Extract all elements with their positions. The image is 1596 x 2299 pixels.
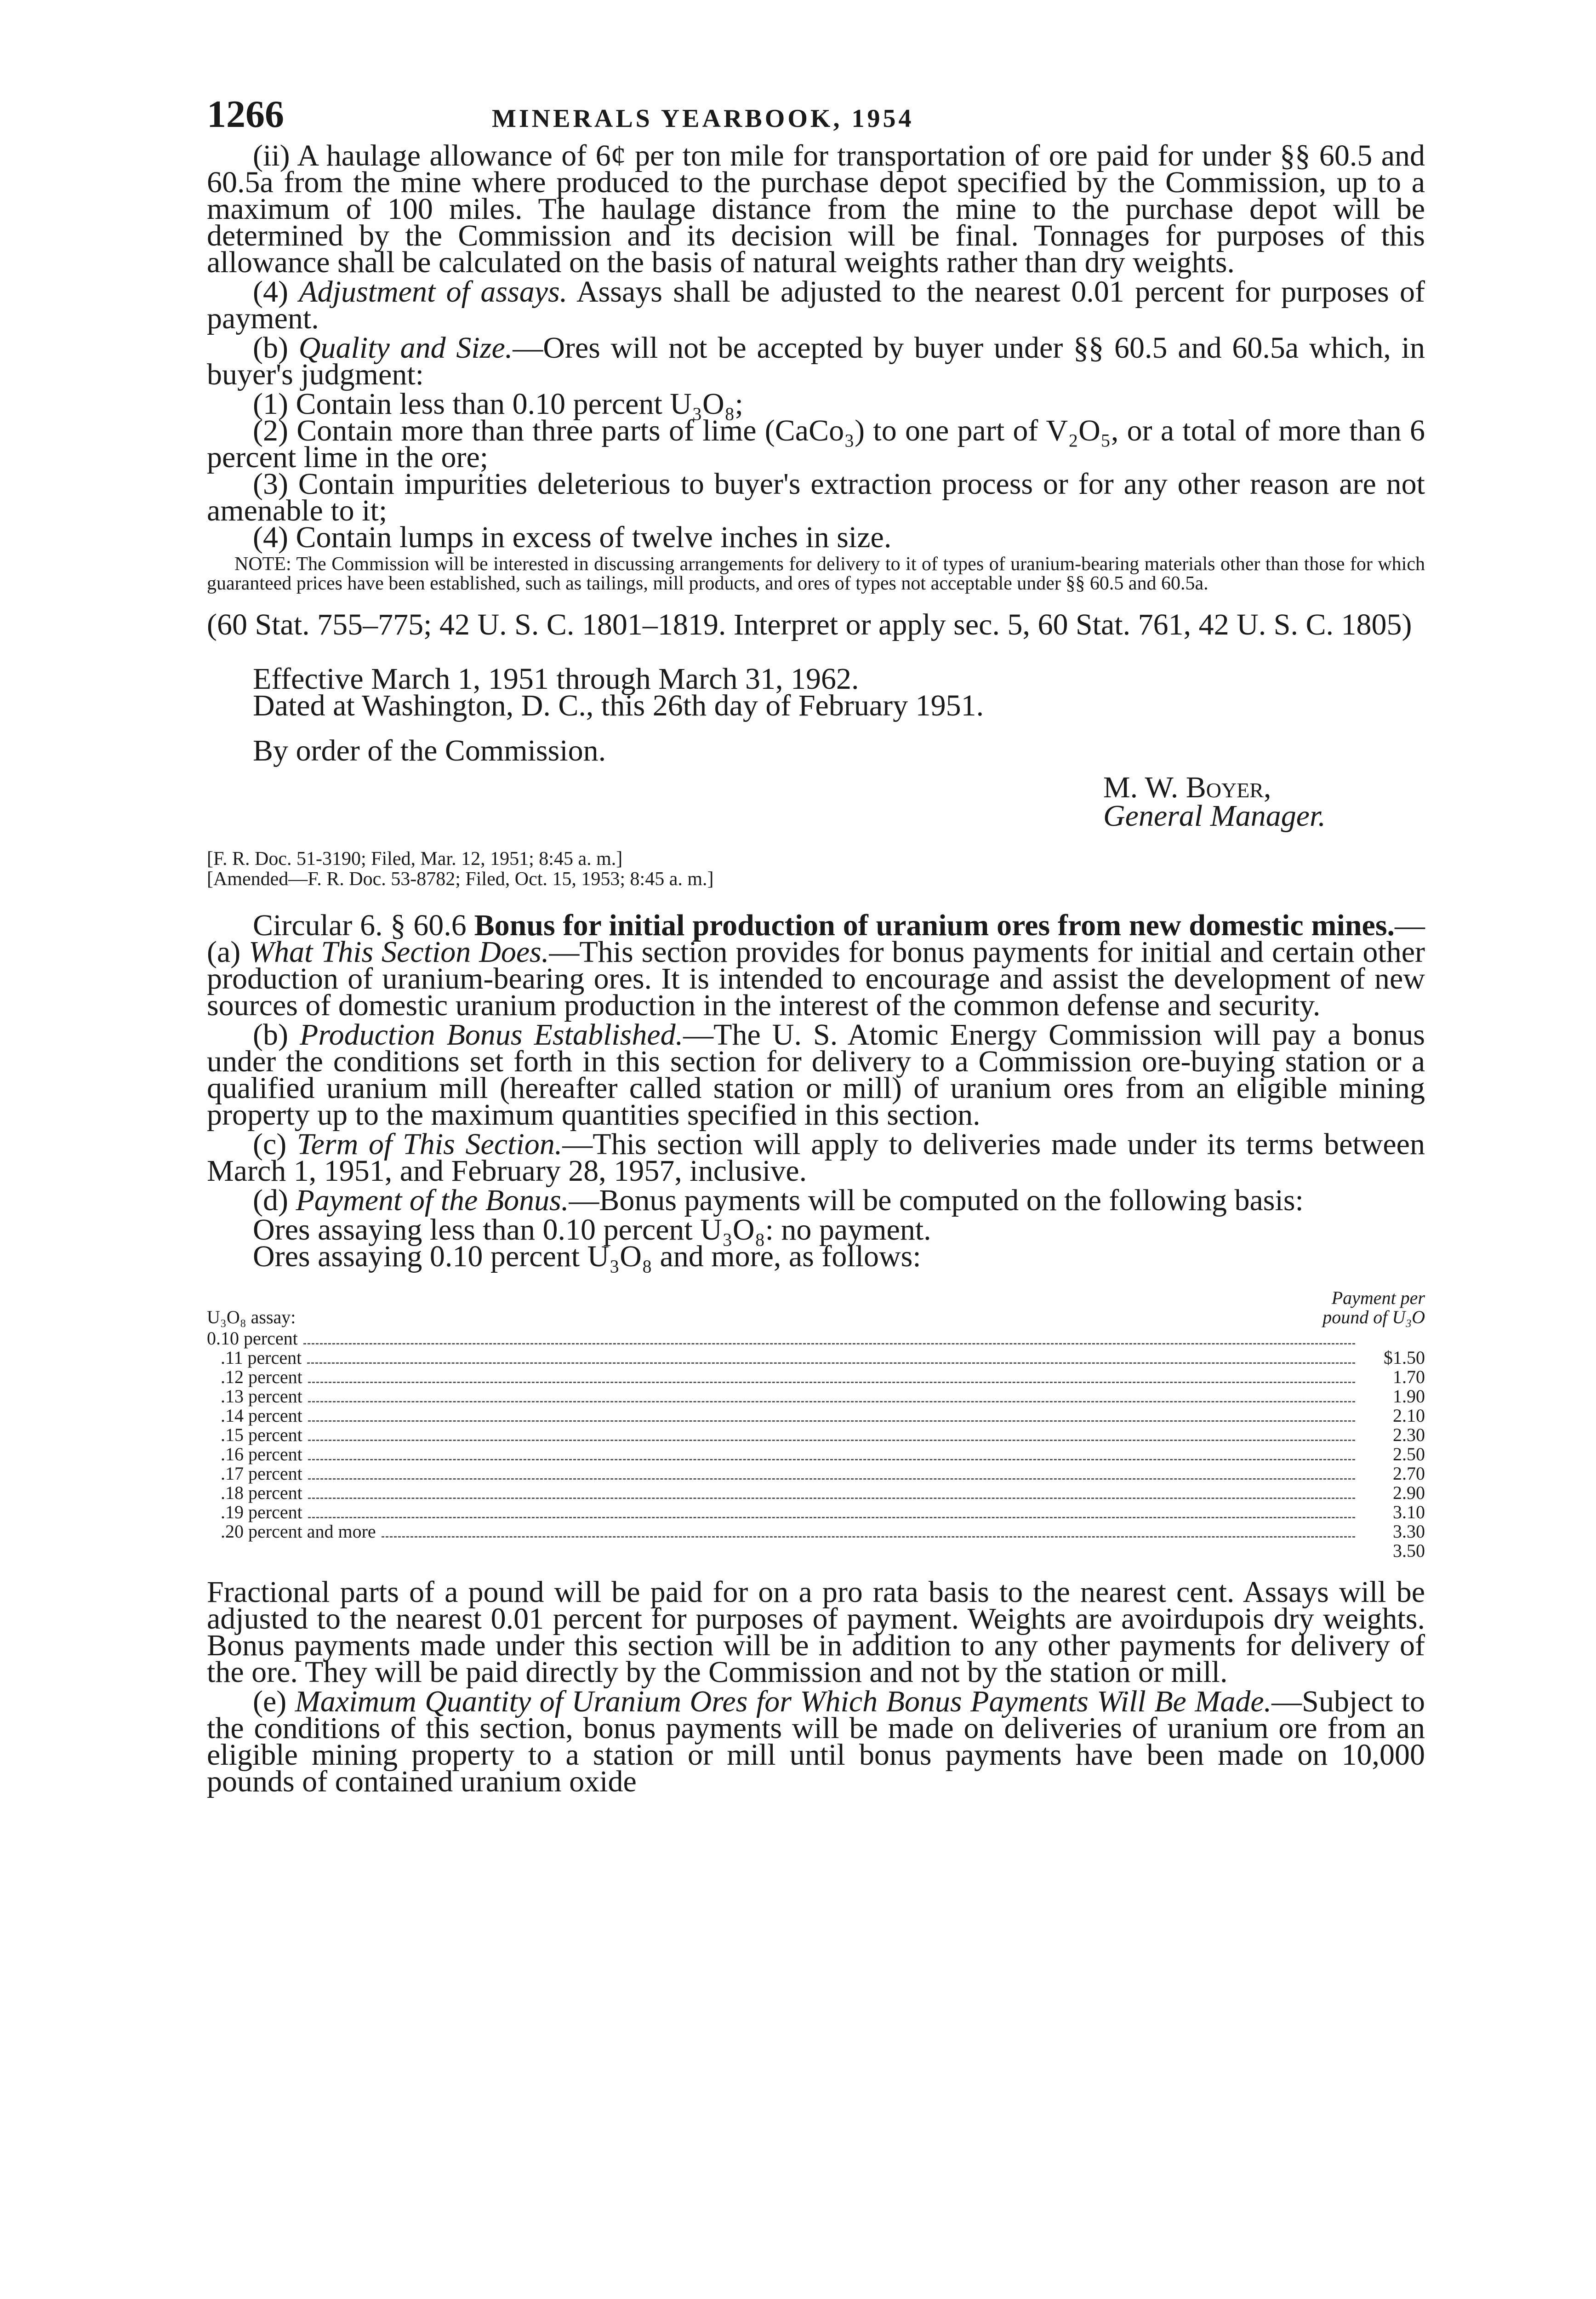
table-row: .11 percent $1.50 [221,1347,1425,1368]
assay-column-header: U₃O₈ assay: [207,1307,296,1327]
production-title: Production Bonus Established. [300,1018,684,1052]
circular-paragraph: Circular 6. § 60.6 Bonus for initial production of uranium ores from new domestic mines.—(a) What This Section Does.—This section provides for bonus payments for initial and certain other production of uranium-bearing ores. It is intended to encourage and assist the development of new sources of domestic uranium production in the interest of the common defense and security. [207,909,1425,1022]
federal-register-docs [207,849,1425,889]
signer-title: General Manager. [1103,799,1326,833]
signature-block [1103,771,1425,833]
fractional-paragraph: Fractional parts of a pound will be paid for on a pro rata basis to the nearest cent. Assays will be adjusted to the nearest 0.01 percent for purposes of payment. Weights are avoirdupois dry weights. Bonus payments made under this section will be in addition to any other payments for delivery of the ore. They will be paid directly by the Commission and not by the station or mill. [207,1575,1425,1689]
payment-column-header: Payment per pound of U₃O [1322,1287,1425,1327]
section-title: Bonus for initial production of uranium ores from new domestic mines. [474,909,1395,942]
quality-title: Quality and Size. [298,331,513,365]
table-row: .19 percent 3.10 [221,1502,1425,1522]
bonus-table [207,1288,1425,1561]
table-header [207,1288,1425,1327]
dates-block [253,662,1425,722]
haulage-paragraph: (ii) A haulage allowance of 6¢ per ton mile for transportation of ore paid for under §§ 60.5 and 60.5a from the mine where produced to the purchase depot specified by the Commission, up to a maximum of 100 miles. The haulage distance from the mine to the purchase depot will be determined by the Commission and its decision will be final. Tonnages for purposes of this allowance shall be calculated on the basis of natural weights rather than dry weights. [207,139,1425,279]
statute-citation: (60 Stat. 755–775; 42 U. S. C. 1801–1819. Interpret or apply sec. 5, 60 Stat. 761, 42 U. S. C. 1805) [207,608,1412,641]
fr-doc-line: [Amended—F. R. Doc. 53-8782; Filed, Oct. 15, 1953; 8:45 a. m.] [207,869,714,890]
quality-paragraph: (b) Quality and Size.—Ores will not be accepted by buyer under §§ 60.5 and 60.5a which, in buyer's judgment: [207,331,1425,391]
commission-note: NOTE: The Commission will be interested in discussing arrangements for delivery to it of types of uranium-bearing materials other than those for which guaranteed prices have been established, such as tailings, mill products, and ores of types not acceptable under §§ 60.5 and 60.5a. [207,554,1425,594]
page-header [207,92,1425,143]
effective-date: Effective March 1, 1951 through March 31, 1962. [253,662,859,696]
body-text [207,139,1425,1798]
table-row: .13 percent 1.90 [221,1386,1425,1407]
adjustment-title: Adjustment of assays. [299,275,568,309]
table-row: .14 percent 2.10 [221,1405,1425,1426]
quality-item: (3) Contain impurities deleterious to buyer's extraction process or for any other reason are not amenable to it; [207,467,1425,527]
table-row: 3.50 [1393,1540,1425,1561]
payment-paragraph: (d) Payment of the Bonus.—Bonus payments will be computed on the following basis: [253,1184,1304,1217]
production-paragraph: (b) Production Bonus Established.—The U. S. Atomic Energy Commission will pay a bonus under the conditions set forth in this section for delivery to a Commission ore-buying station or a qualified uranium mill (hereafter called station or mill) of uranium ores from an eligible mining property up to the maximum quantities specified in this section. [207,1018,1425,1132]
table-row: .17 percent 2.70 [221,1463,1425,1484]
table-row: .16 percent 2.50 [221,1444,1425,1464]
quality-item: (4) Contain lumps in excess of twelve inches in size. [253,520,892,554]
by-order-line: By order of the Commission. [253,734,606,767]
table-row: .12 percent 1.70 [221,1367,1425,1387]
payment-title: Payment of the Bonus. [296,1184,569,1217]
payment-line: Ores assaying 0.10 percent U₃O₈ and more, as follows: [253,1240,921,1273]
term-paragraph: (c) Term of This Section.—This section will apply to deliveries made under its terms between March 1, 1951, and February 28, 1957, inclusive. [207,1127,1425,1188]
quality-item: (1) Contain less than 0.10 percent U₃O₈; [253,387,743,421]
term-title: Term of This Section. [296,1127,563,1161]
table-row: .15 percent 2.30 [221,1424,1425,1445]
fr-doc-line: [F. R. Doc. 51-3190; Filed, Mar. 12, 1951; 8:45 a. m.] [207,848,623,869]
document-page [207,92,1425,1798]
table-row: 0.10 percent [207,1329,1425,1348]
dated-line: Dated at Washington, D. C., this 26th day of February 1951. [253,689,984,722]
maximum-title: Maximum Quantity of Uranium Ores for Which Bonus Payments Will Be Made. [295,1685,1272,1718]
maximum-paragraph: (e) Maximum Quantity of Uranium Ores for Which Bonus Payments Will Be Made.—Subject to the conditions of this section, bonus payments will be made on deliveries of uranium ore from an eligible mining property to a station or mill until bonus payments have been made on 10,000 pounds of contained uranium oxide [207,1685,1425,1798]
table-row: .18 percent 2.90 [221,1482,1425,1503]
signer-name: M. W. Boyer, [1103,771,1271,804]
subsection-a-title: What This Section Does. [249,935,549,969]
adjustment-paragraph: (4) Adjustment of assays. Assays shall be adjusted to the nearest 0.01 percent for purposes of payment. [207,275,1425,335]
payment-line: Ores assaying less than 0.10 percent U₃O₈: no payment. [253,1213,931,1247]
page-number: 1266 [207,93,284,136]
running-head: MINERALS YEARBOOK, 1954 [492,104,914,133]
table-row: .20 percent and more 3.30 [221,1521,1425,1542]
quality-item: (2) Contain more than three parts of lime (CaCo₃) to one part of V₂O₅, or a total of more than 6 percent lime in the ore; [207,414,1425,474]
